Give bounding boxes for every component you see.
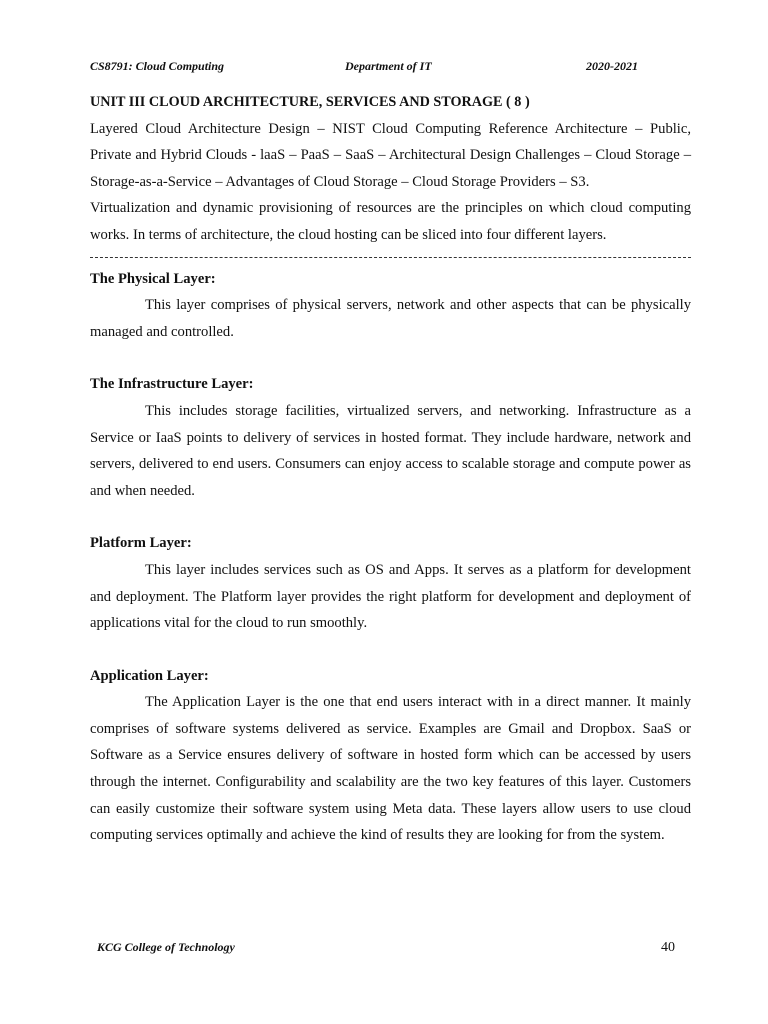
unit-syllabus: Layered Cloud Architecture Design – NIST Cloud Computing Reference Architecture – Public, Private and Hybrid Clouds - laaS – PaaS – SaaS – Architectural Design Challenges – Cloud Storage – Storage-as-a-Service – Advantages of Cloud Storage – Cloud Storage Providers – S3. [90,120,691,190]
unit-title: UNIT III CLOUD ARCHITECTURE, SERVICES AND STORAGE ( 8 ) [90,94,530,110]
section-body-application: The Application Layer is the one that end users interact with in a direct manner. It mainly comprises of software systems delivered as service. Examples are Gmail and Dropbox. SaaS or Software as a Service ensures delivery of software in hosted form which can be accessed by users through the internet. Configurability and scalability are the two key features of this layer. Customers can easily customize their software system using Meta data. These layers allow users to use cloud computing services optimally and achieve the kind of results they are looking for from the system. [90,694,691,844]
page-number: 40 [661,940,675,955]
dashed-divider [90,257,691,260]
unit-intro: Virtualization and dynamic provisioning of resources are the principles on which cloud computing works. In terms of architecture, the cloud hosting can be sliced into four different layers. [90,200,691,243]
header-course: CS8791: Cloud Computing [90,59,225,73]
header-year: 2020-2021 [586,59,638,73]
section-body-platform: This layer includes services such as OS and Apps. It serves as a platform for development and deployment. The Platform layer provides the right platform for development and deployment of applications vital for the cloud to run smoothly. [90,561,691,632]
section-spacer [90,504,691,530]
page-header [90,59,640,77]
document-body [90,89,691,849]
page-footer [97,940,677,960]
section-spacer [90,345,691,371]
section-title-platform: Platform Layer: [90,535,192,552]
section-body-infrastructure: This includes storage facilities, virtualized servers, and networking. Infrastructure as a Service or IaaS points to delivery of services in hosted format. They include hardware, network and servers, delivered to end users. Consumers can enjoy access to scalable storage and compute power as and when needed. [90,402,691,499]
section-spacer [90,637,691,663]
section-body-physical: This layer comprises of physical servers, network and other aspects that can be physically managed and controlled. [90,297,691,340]
section-title-infrastructure: The Infrastructure Layer: [90,376,254,393]
footer-college: KCG College of Technology [97,940,235,954]
section-title-application: Application Layer: [90,667,209,684]
section-title-physical: The Physical Layer: [90,270,216,287]
header-department: Department of IT [345,59,432,73]
